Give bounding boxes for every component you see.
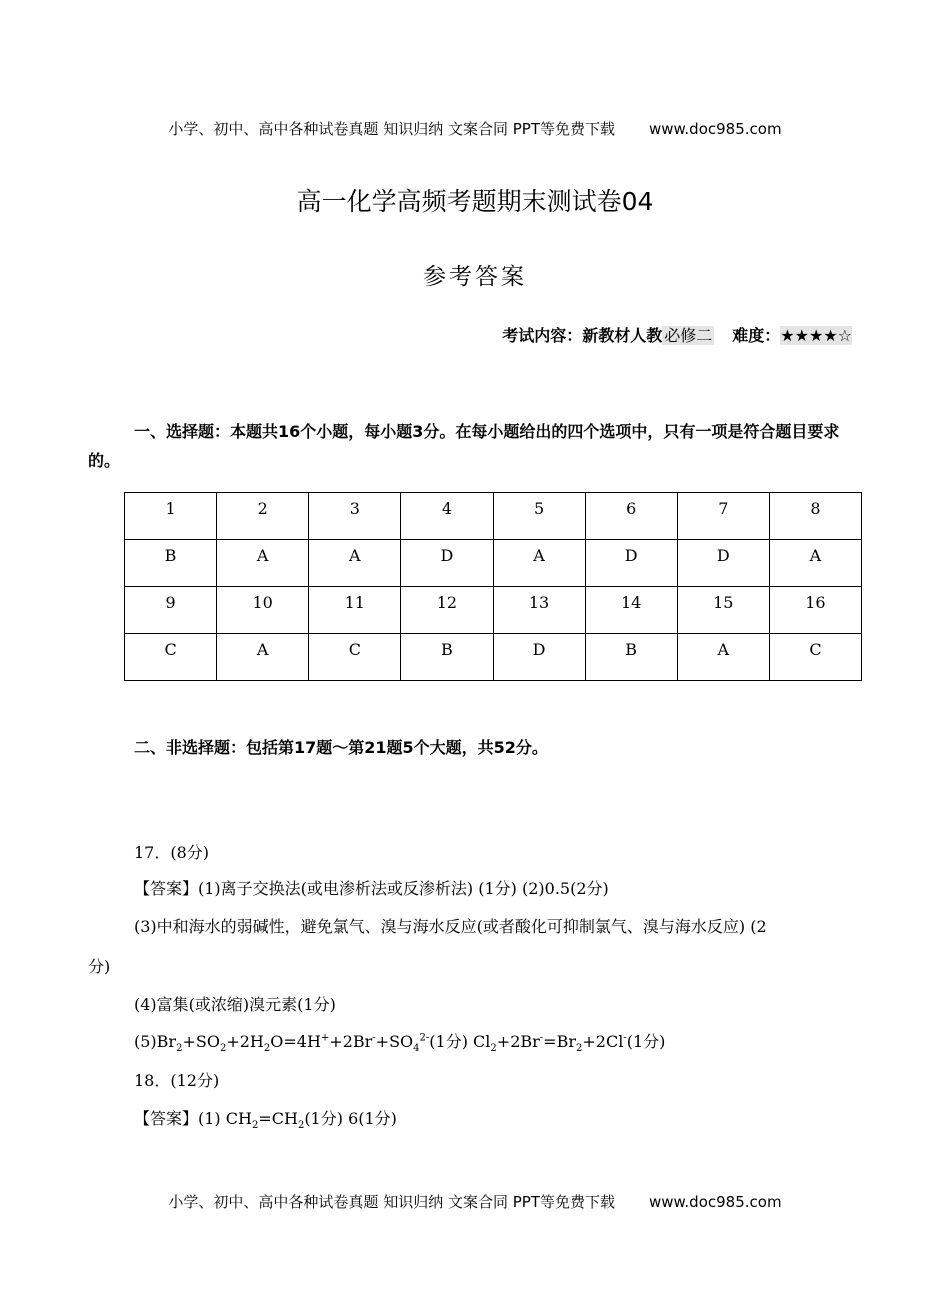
page-header (0, 118, 950, 139)
q17-answer-5 (134, 1029, 665, 1054)
table-cell: 8 (769, 493, 861, 540)
table-cell: B (401, 634, 493, 681)
table-cell: 11 (309, 587, 401, 634)
table-cell: A (217, 634, 309, 681)
difficulty-label: 难度： (732, 326, 781, 345)
header-text: 小学、初中、高中各种试卷真题 知识归纳 文案合同 PPT等免费下载 (168, 120, 615, 138)
table-cell: 1 (125, 493, 217, 540)
table-cell: D (401, 540, 493, 587)
table-cell: D (677, 540, 769, 587)
formula-part: =CH (258, 1109, 298, 1128)
formula-part: + (320, 1032, 330, 1044)
formula-part: +2Br (496, 1032, 540, 1051)
formula-part: (1分) (626, 1032, 666, 1051)
difficulty-stars: ★★★★☆ (780, 326, 852, 345)
formula-part: +2Cl (582, 1032, 624, 1051)
table-cell: D (585, 540, 677, 587)
table-cell: A (309, 540, 401, 587)
document-subtitle: 参考答案 (423, 264, 527, 290)
table-cell: 10 (217, 587, 309, 634)
section-1-heading: 一、选择题：本题共16个小题，每小题3分。在每小题给出的四个选项中，只有一项是符合题目要求的。 (88, 422, 840, 470)
table-cell: A (493, 540, 585, 587)
table-cell: C (769, 634, 861, 681)
table-cell: D (493, 634, 585, 681)
formula-part: (1分) 6(1分) (304, 1109, 397, 1128)
formula-part: 2 (263, 1043, 271, 1055)
formula-part: 2 (297, 1120, 305, 1132)
table-cell: 15 (677, 587, 769, 634)
table-row (125, 587, 862, 634)
table-cell: 3 (309, 493, 401, 540)
formula-part: 2- (419, 1032, 430, 1044)
table-cell: 12 (401, 587, 493, 634)
formula-part: +SO (375, 1032, 414, 1051)
q17-answer-1: 【答案】(1)离子交换法(或电渗析法或反渗析法) (1分) (2)0.5(2分) (134, 879, 609, 898)
formula-part: - (539, 1032, 544, 1044)
table-cell: 5 (493, 493, 585, 540)
header-url[interactable]: www.doc985.com (648, 120, 782, 138)
table-row (125, 493, 862, 540)
table-cell: 14 (585, 587, 677, 634)
table-cell: 16 (769, 587, 861, 634)
document-title: 高一化学高频考题期末测试卷04 (296, 187, 654, 216)
q17-answer-4: (4)富集(或浓缩)溴元素(1分) (134, 995, 336, 1014)
formula-part: - (372, 1032, 376, 1044)
formula-part: =Br (543, 1032, 576, 1051)
table-cell: 6 (585, 493, 677, 540)
formula-part: (5)Br (134, 1032, 177, 1051)
table-cell: 9 (125, 587, 217, 634)
table-cell: 2 (217, 493, 309, 540)
table-cell: 4 (401, 493, 493, 540)
formula-part: 2 (575, 1043, 583, 1055)
formula-part: +SO (182, 1032, 220, 1051)
table-row (125, 634, 862, 681)
q17-answer-3-cont: 分) (88, 957, 111, 976)
section-2-heading: 二、非选择题：包括第17题～第21题5个大题，共52分。 (134, 738, 548, 757)
q18-answer-1 (134, 1106, 397, 1131)
answer-table (124, 492, 862, 681)
formula-part: 【答案】(1) CH (134, 1109, 252, 1128)
formula-part: 4 (413, 1043, 420, 1055)
formula-part: O=4H (270, 1032, 321, 1051)
table-cell: A (217, 540, 309, 587)
q17-heading: 17．(8分) (134, 843, 210, 862)
formula-part: - (623, 1032, 627, 1044)
formula-part: +2Br (329, 1032, 373, 1051)
table-cell: 7 (677, 493, 769, 540)
formula-part: (1分) Cl (429, 1032, 491, 1051)
info-scope: 必修二 (664, 326, 713, 345)
formula-part: 2 (490, 1043, 497, 1055)
info-label: 考试内容：新教材人教 (502, 326, 663, 345)
footer-url[interactable]: www.doc985.com (648, 1193, 782, 1211)
footer-text: 小学、初中、高中各种试卷真题 知识归纳 文案合同 PPT等免费下载 (168, 1193, 615, 1211)
page-footer (0, 1191, 950, 1212)
table-cell: A (677, 634, 769, 681)
table-cell: 13 (493, 587, 585, 634)
q18-heading: 18．(12分) (134, 1071, 220, 1090)
formula-part: 2 (176, 1043, 183, 1055)
table-cell: B (125, 540, 217, 587)
q17-answer-3: (3)中和海水的弱碱性，避免氯气、溴与海水反应(或者酸化可抑制氯气、溴与海水反应) (2 (134, 917, 767, 936)
table-row (125, 540, 862, 587)
table-cell: A (769, 540, 861, 587)
table-cell: C (309, 634, 401, 681)
table-cell: B (585, 634, 677, 681)
formula-part: 2 (251, 1120, 259, 1132)
formula-part: 2 (219, 1043, 227, 1055)
formula-part: +2H (226, 1032, 264, 1051)
table-cell: C (125, 634, 217, 681)
exam-info (502, 323, 852, 346)
